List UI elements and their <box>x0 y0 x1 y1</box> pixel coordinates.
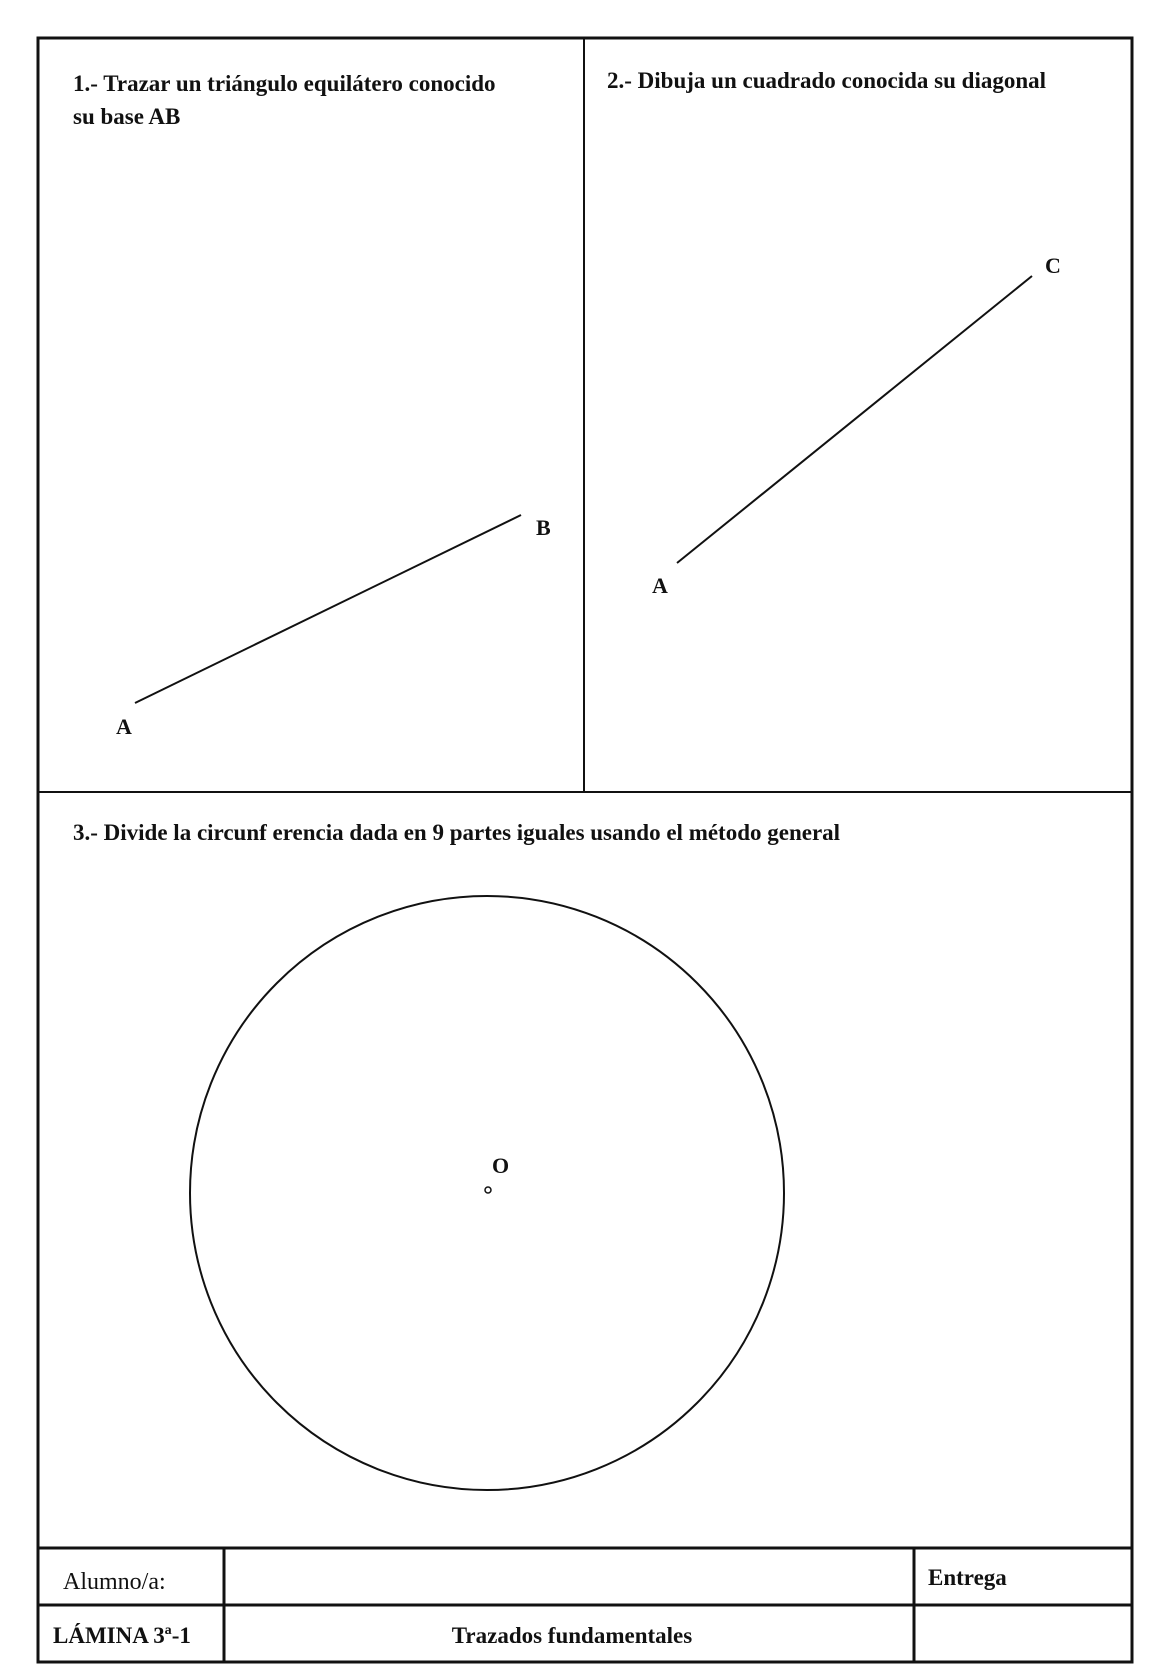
center-point <box>485 1187 491 1193</box>
exercise-1-title: 1.- Trazar un triángulo equilátero conocido <box>73 71 496 96</box>
center-o-label: O <box>492 1153 510 1178</box>
exercise-2-panel <box>607 68 1061 598</box>
exercise-1-panel <box>73 71 551 739</box>
title-block <box>38 1548 1132 1662</box>
student-label: Alumno/a: <box>63 1569 166 1595</box>
sheet-title: Trazados fundamentales <box>451 1623 693 1648</box>
point-b-label: B <box>536 515 551 540</box>
exercise-1-title-cont: su base AB <box>73 104 181 129</box>
point-a-label: A <box>652 573 668 598</box>
point-c-label: C <box>1045 253 1061 278</box>
exercise-3-panel <box>73 820 840 1490</box>
exercise-3-title: 3.- Divide la circunf erencia dada en 9 partes iguales usando el método general <box>73 820 841 845</box>
delivery-label: Entrega <box>928 1565 1007 1590</box>
segment-ab <box>135 515 521 703</box>
point-a-label: A <box>116 714 132 739</box>
diagonal-ac <box>677 276 1032 563</box>
sheet-number-label: LÁMINA 3ª-1 <box>53 1623 191 1648</box>
exercise-2-title: 2.- Dibuja un cuadrado conocida su diagonal <box>607 68 1047 93</box>
